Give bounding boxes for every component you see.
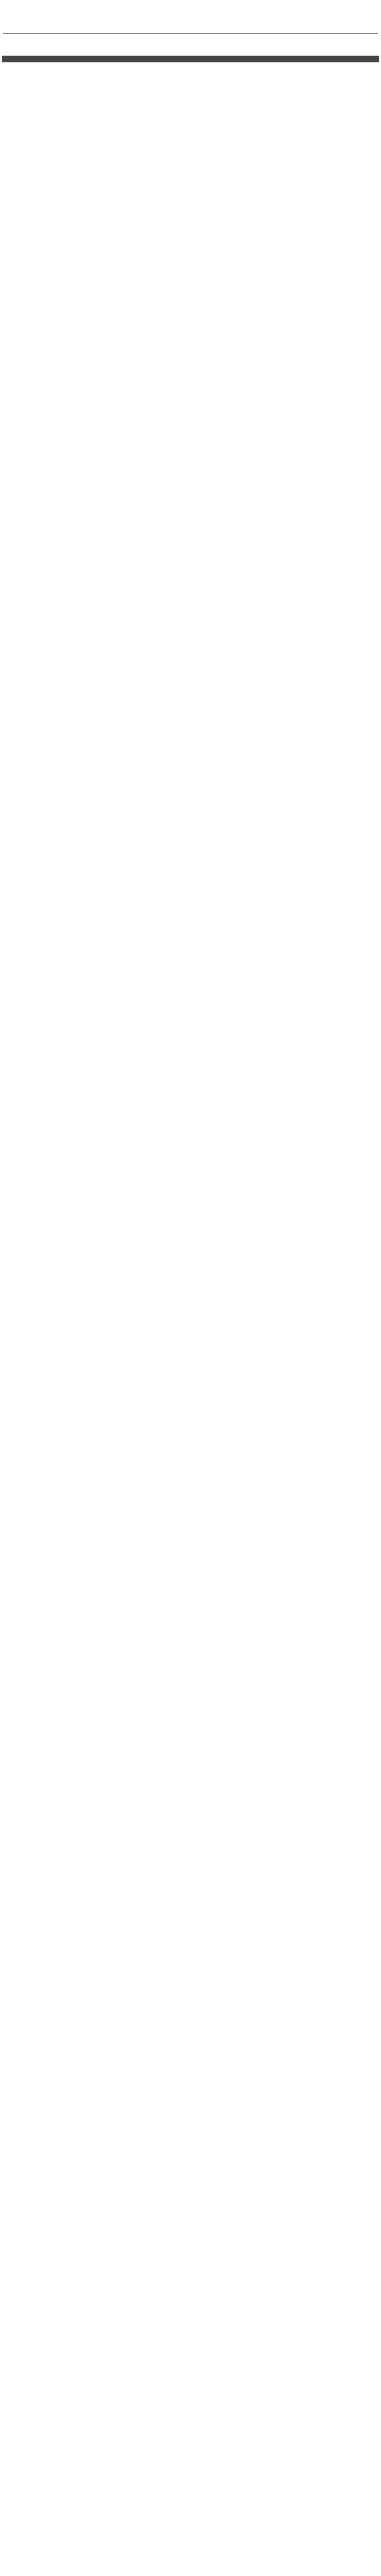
table-header-row — [3, 56, 379, 62]
col-in — [87, 56, 108, 62]
col-rank — [3, 56, 19, 62]
col-net — [153, 56, 176, 62]
col-out — [66, 56, 87, 62]
page-header — [0, 0, 381, 57]
col-hdcp — [130, 56, 153, 62]
col-prize — [176, 56, 379, 62]
results-table — [2, 56, 379, 62]
col-gross — [108, 56, 130, 62]
col-name — [19, 56, 66, 62]
